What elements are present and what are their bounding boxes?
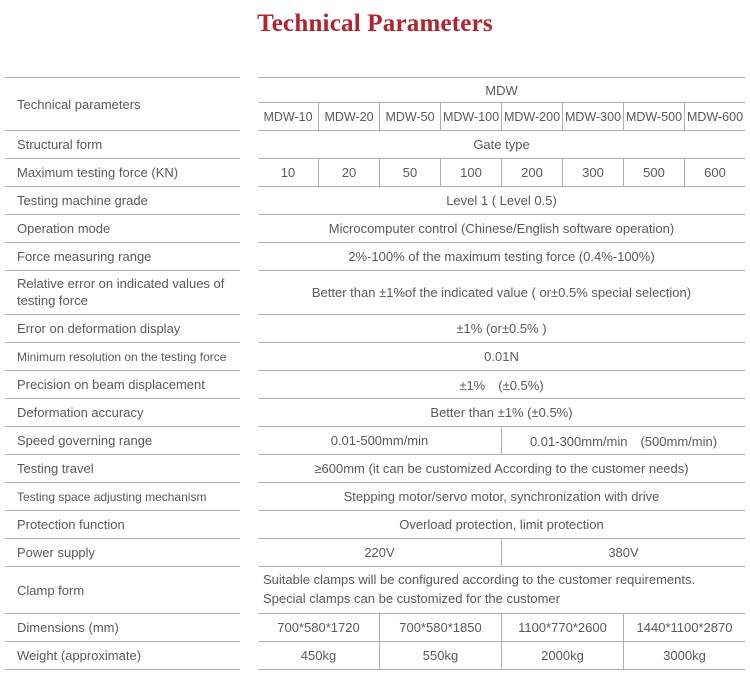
cell-value: 3000kg: [623, 642, 745, 669]
page-title: Technical Parameters: [257, 10, 493, 37]
row-label: Dimensions (mm): [5, 614, 240, 642]
cell-value: 50: [379, 159, 440, 186]
cell-value: Suitable clamps will be configured according to the customer requirements. Special clamps can be customized for the customer: [263, 572, 696, 606]
row-speed-governing-range: [5, 427, 745, 455]
column-header-model: MDW-600: [684, 103, 745, 130]
cell-value: 200: [501, 159, 562, 186]
column-header-model: MDW-10: [263, 109, 313, 124]
column-header-model: MDW-500: [623, 103, 684, 130]
table-header-row: [5, 77, 745, 131]
column-gutter: [240, 455, 258, 483]
column-gutter: [240, 399, 258, 427]
row-label: Testing machine grade: [5, 187, 240, 215]
row-testing-space-mechanism: [5, 483, 745, 511]
row-clamp-form: [5, 567, 745, 614]
cell-value: ±1% (±0.5%): [459, 378, 544, 393]
column-gutter: [240, 131, 258, 159]
cell-value: 300: [562, 159, 623, 186]
cell-value: 220V: [364, 545, 395, 560]
cell-value: 450kg: [300, 648, 337, 663]
row-weight: [5, 642, 745, 670]
model-group-header: [258, 77, 745, 103]
row-label: Force measuring range: [5, 243, 240, 271]
cell-value: Overload protection, limit protection: [399, 517, 604, 532]
row-label: Relative error on indicated values of testing force: [5, 271, 240, 315]
row-relative-error: [5, 271, 745, 315]
row-testing-travel: [5, 455, 745, 483]
column-gutter: [240, 371, 258, 399]
column-gutter: [240, 315, 258, 343]
column-gutter: [240, 77, 258, 131]
column-gutter: [240, 271, 258, 315]
cell-value: 700*580*1720: [277, 620, 360, 635]
cell-value: 0.01-300mm/min (500mm/min): [501, 427, 745, 454]
model-columns-header: [258, 103, 745, 131]
row-testing-machine-grade: [5, 187, 745, 215]
row-label: Speed governing range: [5, 427, 240, 455]
column-gutter: [240, 567, 258, 614]
row-label: Deformation accuracy: [5, 399, 240, 427]
cell-value: Microcomputer control (Chinese/English software operation): [328, 221, 675, 236]
cell-value: 700*580*1850: [379, 614, 501, 641]
header-left-label: Technical parameters: [5, 77, 240, 131]
row-power-supply: [5, 539, 745, 567]
row-error-deformation-display: [5, 315, 745, 343]
column-gutter: [240, 642, 258, 670]
cell-value: 20: [318, 159, 379, 186]
cell-value: ±1% (or±0.5% ): [456, 321, 547, 336]
cell-value: Better than ±1%of the indicated value ( or±0.5% special selection): [311, 285, 692, 300]
column-header-model: MDW-50: [379, 103, 440, 130]
row-structural-form: [5, 131, 745, 159]
row-label: Maximum testing force (KN): [5, 159, 240, 187]
row-precision-beam-displacement: [5, 371, 745, 399]
row-label: Protection function: [5, 511, 240, 539]
cell-value: 0.01-500mm/min: [330, 433, 429, 448]
row-label: Precision on beam displacement: [5, 371, 240, 399]
row-label: Testing travel: [5, 455, 240, 483]
cell-value: 1100*770*2600: [501, 614, 623, 641]
row-force-measuring-range: [5, 243, 745, 271]
row-minimum-resolution: [5, 343, 745, 371]
column-gutter: [240, 614, 258, 642]
cell-value: 100: [440, 159, 501, 186]
column-header-model: MDW-20: [318, 103, 379, 130]
row-label: Testing space adjusting mechanism: [5, 483, 240, 511]
row-label: Clamp form: [5, 567, 240, 614]
cell-value: Better than ±1% (±0.5%): [430, 405, 573, 420]
cell-value: 10: [280, 165, 296, 180]
row-label: Weight (approximate): [5, 642, 240, 670]
cell-value: Stepping motor/servo motor, synchronization with drive: [343, 489, 660, 504]
row-maximum-testing-force: [5, 159, 745, 187]
column-header-model: MDW-200: [501, 103, 562, 130]
cell-value: 0.01N: [484, 349, 519, 364]
cell-value: 1440*1100*2870: [623, 614, 745, 641]
cell-value: ≥600mm (it can be customized According to the customer needs): [314, 461, 689, 476]
column-gutter: [240, 539, 258, 567]
cell-value: 600: [684, 159, 745, 186]
header-right-block: [258, 77, 745, 131]
column-header-model: MDW-300: [562, 103, 623, 130]
row-dimensions: [5, 614, 745, 642]
row-label: Structural form: [5, 131, 240, 159]
column-gutter: [240, 215, 258, 243]
row-protection-function: [5, 511, 745, 539]
cell-value: Level 1 ( Level 0.5): [446, 193, 557, 208]
cell-value: Gate type: [473, 137, 530, 152]
column-gutter: [240, 243, 258, 271]
column-gutter: [240, 187, 258, 215]
cell-value: 380V: [501, 539, 745, 566]
cell-value: 2000kg: [501, 642, 623, 669]
cell-value: 2%-100% of the maximum testing force (0.4%-100%): [348, 249, 655, 264]
row-label: Minimum resolution on the testing force: [5, 343, 240, 371]
column-gutter: [240, 511, 258, 539]
row-label: Operation mode: [5, 215, 240, 243]
column-gutter: [240, 427, 258, 455]
tech-params-table: [5, 77, 745, 670]
cell-value: 500: [623, 159, 684, 186]
column-gutter: [240, 483, 258, 511]
cell-value: 550kg: [379, 642, 501, 669]
column-header-model: MDW-100: [440, 103, 501, 130]
column-gutter: [240, 343, 258, 371]
row-label: Error on deformation display: [5, 315, 240, 343]
row-deformation-accuracy: [5, 399, 745, 427]
model-group-label: MDW: [485, 82, 518, 98]
row-operation-mode: [5, 215, 745, 243]
row-label: Power supply: [5, 539, 240, 567]
column-gutter: [240, 159, 258, 187]
